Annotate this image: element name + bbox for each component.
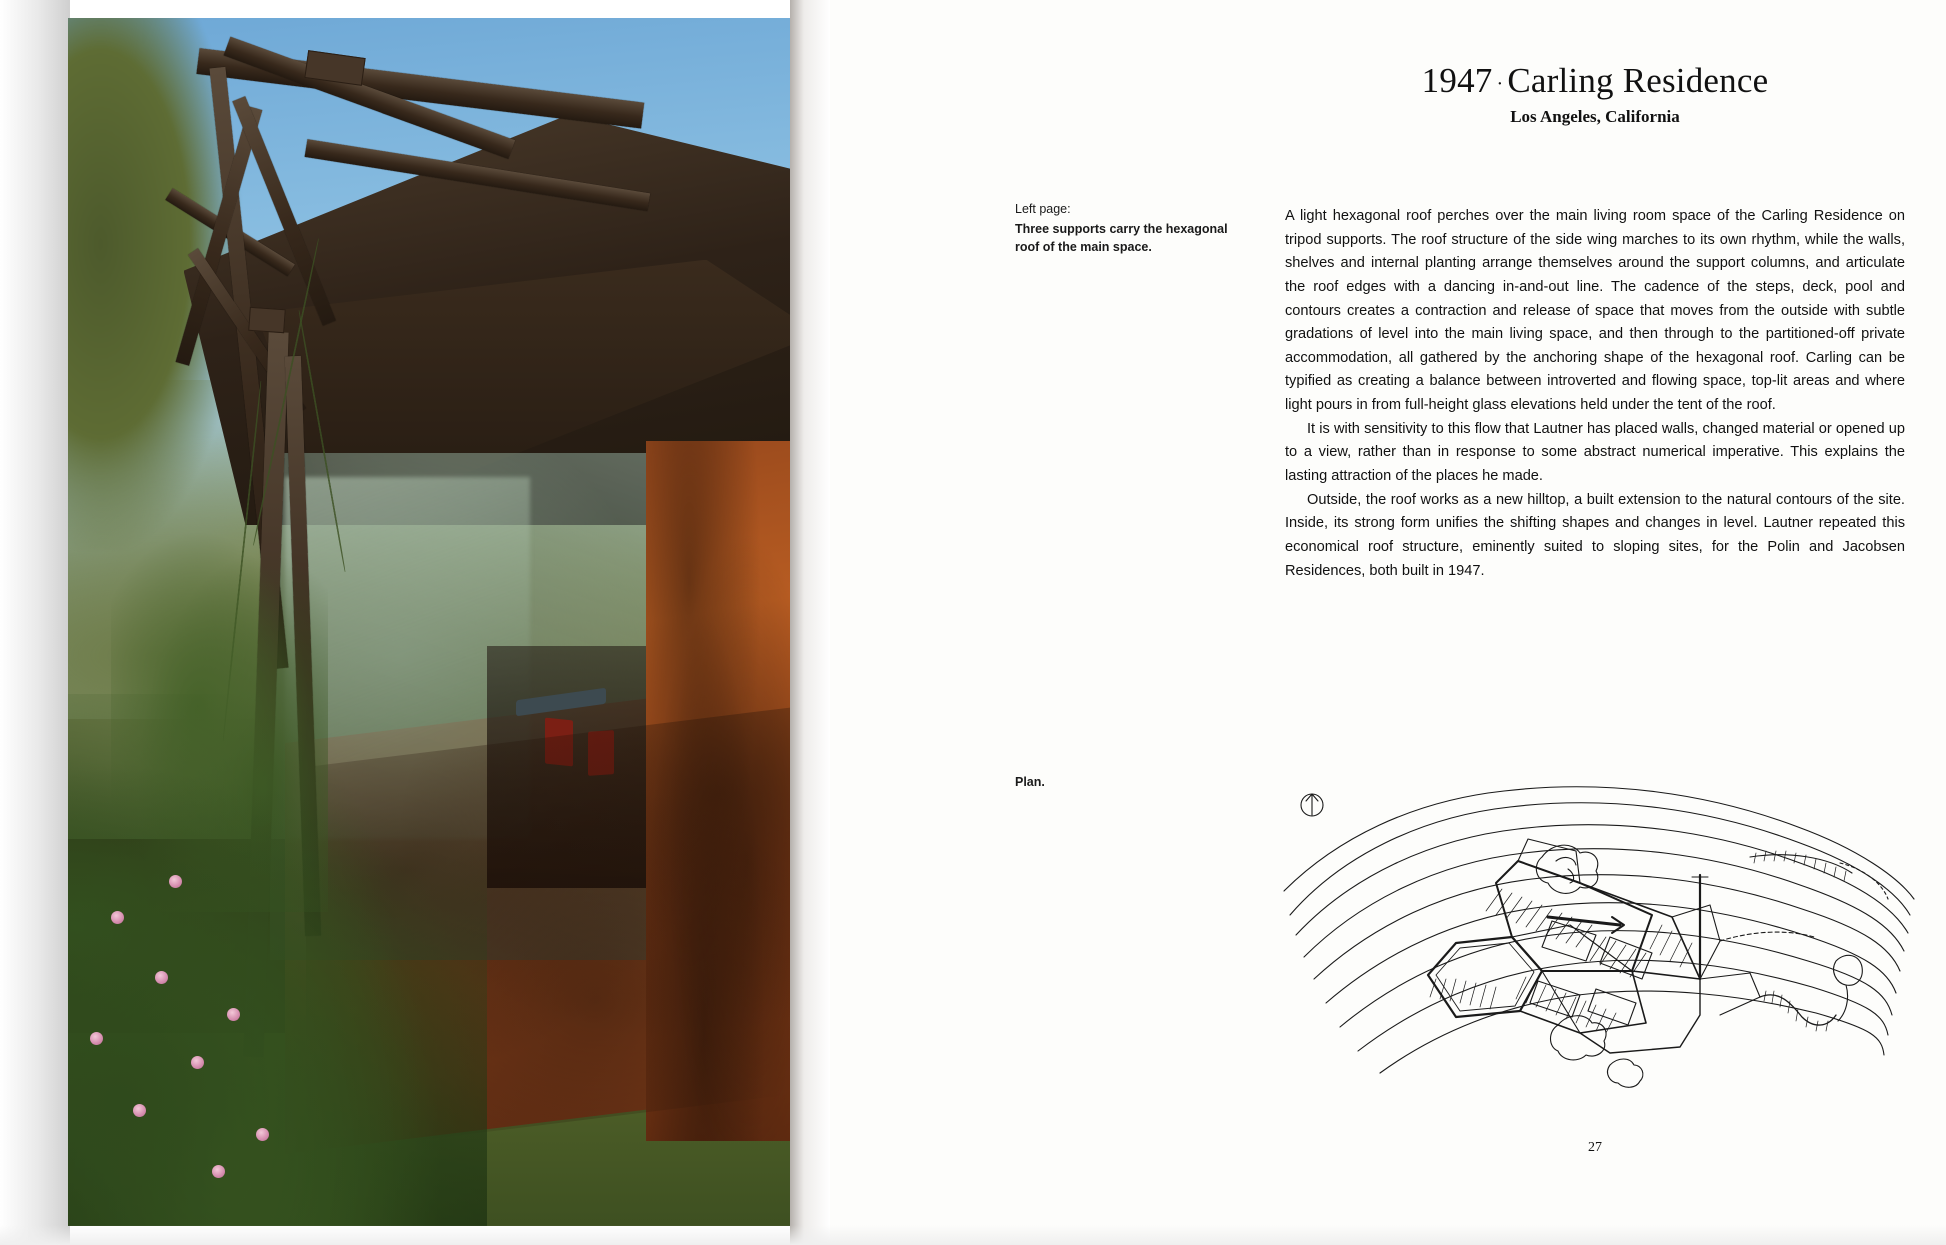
right-page bbox=[830, 0, 1946, 1245]
project-name: Carling Residence bbox=[1507, 61, 1769, 100]
caption-lead: Left page: bbox=[1015, 202, 1071, 216]
caption-left-page bbox=[1015, 200, 1233, 256]
body-paragraph: It is with sensitivity to this flow that Lautner has placed walls, changed material or opened up to a view, rather than in response to some abstract numerical imperative. This explains the lasting attraction of the places he made. bbox=[1285, 420, 1905, 485]
photo-flower bbox=[155, 971, 168, 984]
page-title bbox=[1285, 62, 1905, 127]
page-number: 27 bbox=[1588, 1140, 1602, 1155]
book-gutter bbox=[790, 0, 830, 1245]
carling-residence-photo bbox=[68, 18, 790, 1226]
site-plan-drawing bbox=[1280, 765, 1920, 1095]
photo-flower bbox=[90, 1032, 103, 1045]
photo-flower bbox=[227, 1008, 240, 1021]
project-location: Los Angeles, California bbox=[1510, 106, 1680, 126]
page-edge-shadow bbox=[0, 0, 70, 1245]
caption-plan: Plan. bbox=[1015, 775, 1045, 789]
photo-flower bbox=[169, 875, 182, 888]
title-separator: · bbox=[1496, 72, 1504, 95]
photo-flower bbox=[191, 1056, 204, 1069]
left-page-photograph bbox=[68, 18, 790, 1226]
body-paragraph: Outside, the roof works as a new hilltop, a built extension to the natural contours of the site. Inside, its strong form unifies the shifting shapes and changes in level. Lautner repeated this economical roof structure, eminently suited to sloping sites, for the Polin and Jacobsen Residences, both built in 1947. bbox=[1285, 491, 1905, 579]
project-year: 1947 bbox=[1421, 61, 1493, 100]
project-title-line bbox=[1285, 62, 1905, 101]
body-text bbox=[1285, 205, 1905, 583]
caption-text: Three supports carry the hexagonal roof of the main space. bbox=[1015, 222, 1228, 255]
body-paragraph: A light hexagonal roof perches over the main living room space of the Carling Residence on tripod supports. The roof structure of the side wing marches to its own rhythm, while the walls, shelves and internal planting arrange themselves around the support columns, and articulate the roof edges with a dancing in-and-out line. The cadence of the steps, deck, pool and contours creates a contraction and release of space that moves from the outside with subtle gradations of level into the main living space, and then through to the partitioned-off private accommodation, all gathered by the anchoring shape of the hexagonal roof. Carling can be typified as creating a balance between introverted and flowing space, top-lit areas and where light pours in from full-height glass elevations held under the tent of the roof. bbox=[1285, 208, 1905, 414]
photo-steel-plate bbox=[248, 307, 286, 333]
page-bottom-shadow bbox=[0, 1225, 1946, 1245]
photo-foreground-foliage bbox=[68, 694, 487, 1226]
